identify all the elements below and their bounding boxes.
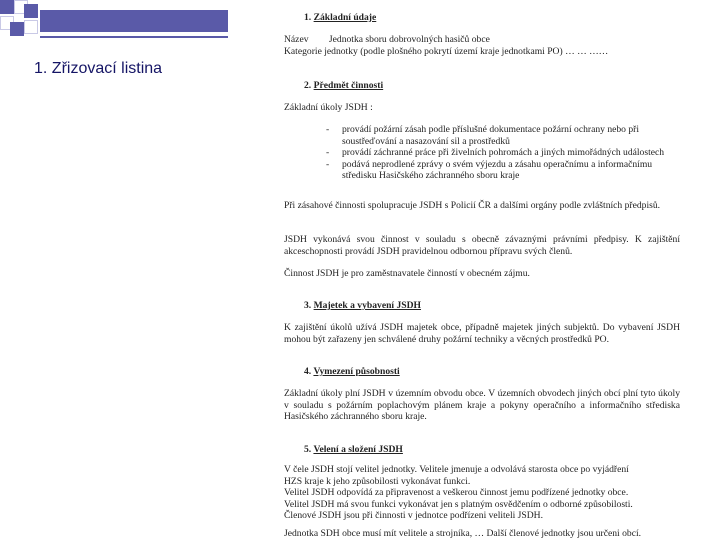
paragraph: Při zásahové činnosti spolupracuje JSDH s Policií ČR a dalšími orgány podle zvláštních předpisů. [284,200,661,211]
section-command [284,444,680,456]
title-decoration [0,0,240,50]
list-item: - podává neprodlené zprávy o svém výjezdu a zásahu operačnímu a informačnímu středisku Hasičského záchranného sboru kraje [284,159,680,182]
slide-title: 1. Zřizovací listina [34,60,163,77]
paragraph: Činnost JSDH je pro zaměstnavatele činností v obecném zájmu. [284,268,530,279]
section-heading: 1. Základní údaje [304,12,377,23]
decor-square [24,20,38,34]
activity-list [284,124,680,182]
decor-square [10,22,24,36]
section-heading: 3. Majetek a vybavení JSDH [304,300,422,311]
text-line: HZS kraje k jeho způsobilosti vykonávat funkci. [284,475,471,487]
section-scope [284,366,680,378]
section-heading: 5. Velení a složení JSDH [304,444,403,455]
list-item: - provádí požární zásah podle příslušné dokumentace požární ochrany nebo při soustřeďování a nasazování sil a prostředků [284,124,680,147]
paragraph: Základní úkoly plní JSDH v územním obvodu obce. V územních obvodech jiných obcí plní tyto úkoly v souladu s požárním poplachovým plánem kraje a pokyny operačního a informačního střediska Hasičského záchranného sboru kraje. [284,388,680,423]
name-row: Název Jednotka sboru dobrovolných hasičů obce [284,34,490,45]
decor-bar [40,10,228,32]
decor-square [0,0,14,14]
decor-square [24,4,38,18]
section-heading: 4. Vymezení působnosti [304,366,400,377]
category-row: Kategorie jednotky (podle plošného pokrytí území kraje jednotkami PO) … … …… [284,46,609,57]
section-property [284,300,680,312]
section-basic-info [284,12,680,24]
paragraph: K zajištění úkolů užívá JSDH majetek obce, případně majetek jiných subjektů. Do vybavení JSDH mohou být zařazeny jen schválené druhy požární techniky a věcných prostředků PO. [284,322,680,345]
document-page [270,0,700,540]
paragraph: JSDH vykonává svou činnost v souladu s obecně závaznými právními předpisy. K zajištění akceschopnosti provádí JSDH pravidelnou odbornou přípravu svých členů. [284,234,680,257]
text-line: Velitel JSDH odpovídá za připravenost a veškerou činnost jemu podřízené jednotky obce. [284,487,629,499]
text-line: Velitel JSDH má svou funkci vykonávat jen s platným osvědčením o odborné způsobilosti. [284,498,633,510]
section-heading: 2. Předmět činnosti [304,80,384,91]
text-line: Členové JSDH jsou při činnosti v jednotce podřízeni veliteli JSDH. [284,510,543,522]
list-item: - provádí záchranné práce při živelních pohromách a jiných mimořádných událostech [284,147,680,159]
text-line: Jednotka SDH obce musí mít velitele a strojníka, … Další členové jednotky jsou určeni obcí. [284,527,642,539]
command-lines [284,464,680,540]
text-line: V čele JSDH stojí velitel jednotky. Velitele jmenuje a odvolává starosta obce po vyjádření [284,464,629,475]
activity-intro: Základní úkoly JSDH : [284,102,373,113]
decor-line [40,36,228,38]
section-activity [284,80,680,92]
